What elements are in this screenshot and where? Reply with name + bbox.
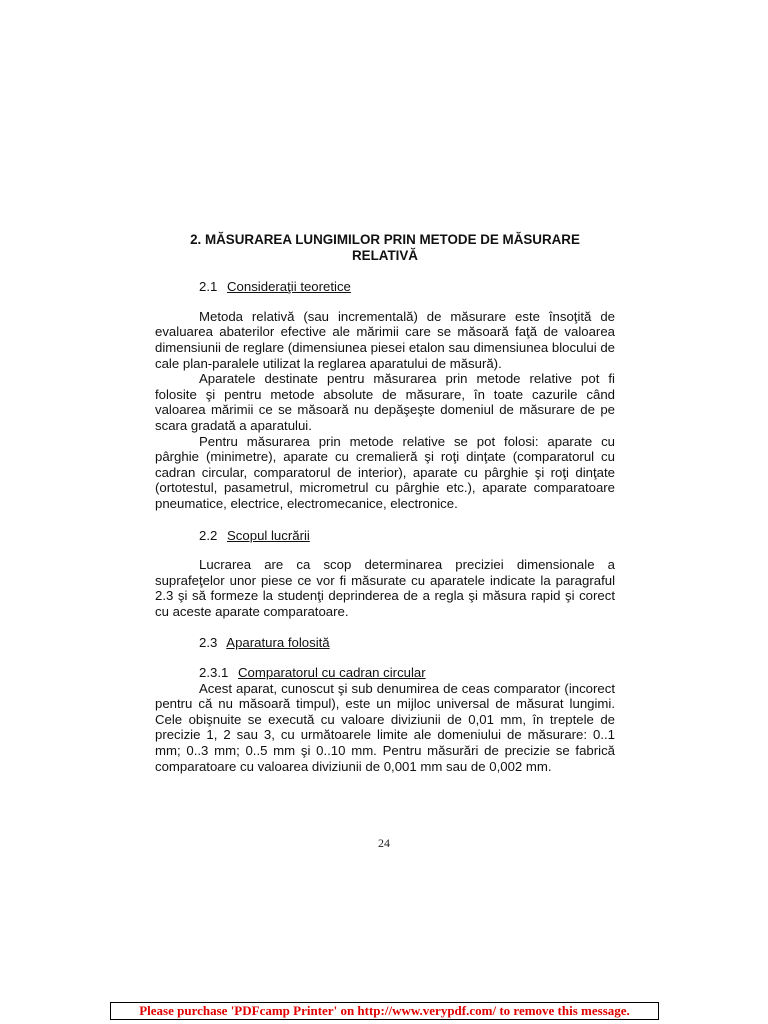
section-title: Consideraţii teoretice — [227, 279, 351, 295]
page-number: 24 — [378, 836, 390, 850]
section-title: Scopul lucrării — [227, 527, 310, 543]
paragraph: Lucrarea are ca scop determinarea preciziei dimensionale a suprafeţelor unor piese ce vor fi măsurate cu aparatele indicate la paragraful 2.3 şi să formeze la studenţi deprinderea de a regla şi măsura rapid şi corect cu aceste aparate comparatoare. — [155, 557, 615, 619]
section-heading-2-3-1 — [155, 665, 615, 681]
chapter-title: 2. MĂSURAREA LUNGIMILOR PRIN METODE DE MĂSURARE RELATIVĂ — [190, 232, 580, 263]
section-heading-2-2 — [155, 528, 615, 544]
section-title: Aparatura folosită — [226, 635, 330, 651]
paragraph: Pentru măsurarea prin metode relative se pot folosi: aparate cu pârghie (minimetre), aparate cu cremalieră şi roţi dinţate (comparatorul cu cadran circular, comparatorul de interior), aparate cu pârghie şi roţi dinţate (ortotestul, pasametrul, micrometrul cu pârghie etc.), aparate comparatoare pneumatice, electrice, electromecanice, electronice. — [155, 433, 615, 511]
watermark-banner: Please purchase 'PDFcamp Printer' on http://www.verypdf.com/ to remove this message. — [110, 1002, 659, 1020]
paragraph: Metoda relativă (sau incrementală) de măsurare este însoţită de evaluarea abaterilor efective ale mărimii care se măsoară faţă de valoarea dimensiunii de reglare (dimensiunea piesei etalon sau dimensiunea blocului de cale plan-paralele utilizat la reglarea aparatului de măsură). — [155, 308, 615, 371]
page-content — [155, 232, 615, 774]
section-number: 2.2 — [199, 527, 218, 543]
paragraph: Aparatele destinate pentru măsurarea prin metode relative pot fi folosite şi pentru metode absolute de măsurare, în toate cazurile când valoarea mărimii ce se măsoară nu depăşeşte domeniul de măsurare de pe scara gradată a aparatului. — [155, 371, 615, 433]
section-title: Comparatorul cu cadran circular — [238, 665, 426, 681]
section-number: 2.3 — [199, 635, 218, 651]
section-number: 2.3.1 — [199, 665, 229, 681]
section-number: 2.1 — [199, 279, 218, 295]
section-heading-2-1 — [155, 279, 615, 295]
section-heading-2-3 — [155, 635, 615, 651]
paragraph: Acest aparat, cunoscut şi sub denumirea de ceas comparator (incorect pentru că nu măsoară timpul), este un mijloc universal de măsurat lungimi. Cele obişnuite se execută cu valoare diviziunii de 0,01 mm, în treptele de precizie 1, 2 sau 3, cu următoarele limite ale domeniului de măsurare: 0..1 mm; 0..3 mm; 0..5 mm şi 0..10 mm. Pentru măsurări de precizie se fabrică comparatoare cu valoarea diviziunii de 0,001 mm sau de 0,002 mm. — [155, 680, 615, 774]
